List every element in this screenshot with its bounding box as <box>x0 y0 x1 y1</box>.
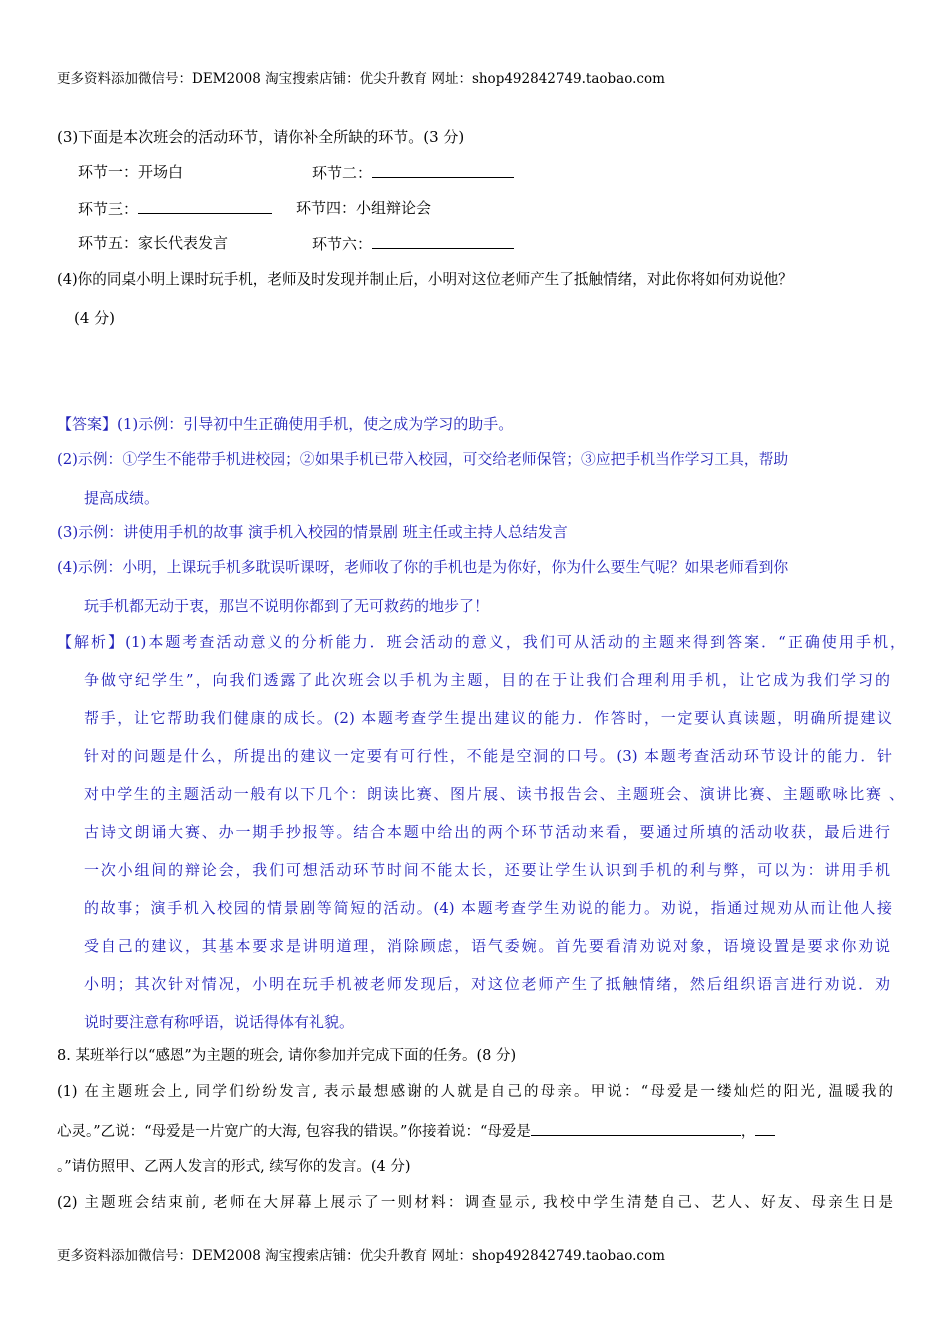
q8-answer-blank-2 <box>755 1120 775 1136</box>
q3-prompt: (3)下面是本次班会的活动环节，请你补全所缺的环节。(3 分) <box>57 128 465 146</box>
analysis-line-1 <box>57 632 905 652</box>
q8-answer-blank-1 <box>531 1120 741 1136</box>
q3-step1: 环节一：开场白 <box>78 163 184 181</box>
answer-1: (1)示例：引导初中生正确使用手机，使之成为学习的助手。 <box>117 415 514 433</box>
analysis-line-7: 一次小组间的辩论会，我们可想活动环节时间不能太长，还要让学生认识到手机的利与弊，可以为：讲用手机 <box>84 861 890 879</box>
analysis-line-9: 受自己的建议，其基本要求是讲明道理，消除顾虑，语气委婉。首先要看清劝说对象，语境设置是要求你劝说 <box>84 937 890 955</box>
q3-step6-label: 环节六： <box>312 235 373 253</box>
q3-step3 <box>78 198 272 219</box>
q8-part1-line-3: 。”请仿照甲、乙两人发言的形式, 续写你的发言。(4 分) <box>57 1159 411 1175</box>
analysis-line-10: 小明；其次针对情况，小明在玩手机被老师发现后，对这位老师产生了抵触情绪，然后组织语言进行劝说．劝 <box>84 975 890 993</box>
answer-2-line-1: (2)示例：①学生不能带手机进校园；②如果手机已带入校园，可交给老师保管；③应把手机当作学习工具，帮助 <box>57 451 789 468</box>
q3-step3-blank <box>138 198 272 214</box>
q8-part1-line-2-text: 心灵。”乙说：“母爱是一片宽广的大海, 包容我的错误。”你接着说：“母爱是 <box>57 1124 531 1140</box>
q8-part2-line-1: (2) 主题班会结束前, 老师在大屏幕上展示了一则材料：调查显示, 我校中学生清楚自己、艺人、好友、母亲生日是 <box>57 1195 893 1211</box>
q3-step4: 环节四：小组辩论会 <box>296 199 432 217</box>
page-header: 更多资料添加微信号：DEM2008 淘宝搜索店铺：优尖升教育 网址：shop492842749.taobao.com <box>57 71 665 87</box>
q3-step3-label: 环节三： <box>78 200 139 218</box>
analysis-tag: 【解析】 <box>57 633 126 651</box>
q3-step2-label: 环节二： <box>312 164 373 182</box>
answer-line-1 <box>57 414 513 434</box>
q8-part1-line-2 <box>57 1120 775 1142</box>
answer-2-line-2: 提高成绩。 <box>84 489 160 507</box>
answer-3: (3)示例：讲使用手机的故事 演手机入校园的情景剧 班主任或主持人总结发言 <box>57 523 568 541</box>
analysis-line-3: 帮手，让它帮助我们健康的成长。(2) 本题考查学生提出建议的能力．作答时，一定要认真读题，明确所提建议 <box>84 709 892 727</box>
analysis-line-2: 争做守纪学生”，向我们透露了此次班会以手机为主题，目的在于让我们合理利用手机，让它成为我们学习的 <box>84 671 890 689</box>
q8-comma: ， <box>740 1124 756 1140</box>
analysis-text-1: (1)本题考查活动意义的分析能力．班会活动的意义，我们可从活动的主题来得到答案．“正确使用手机， <box>125 633 905 651</box>
analysis-line-6: 古诗文朗诵大赛、办一期手抄报等。结合本题中给出的两个环节活动来看，要通过所填的活动收获，最后进行 <box>84 823 890 841</box>
answer-tag: 【答案】 <box>57 415 118 433</box>
analysis-line-8: 的故事；演手机入校园的情景剧等简短的活动。(4) 本题考查学生劝说的能力。劝说，指通过规劝从而让他人接 <box>84 899 892 917</box>
analysis-line-11: 说时要注意有称呼语，说话得体有礼貌。 <box>84 1013 355 1031</box>
q3-step6-blank <box>372 233 514 249</box>
analysis-line-4: 针对的问题是什么，所提出的建议一定要有可行性，不能是空洞的口号。(3) 本题考查活动环节设计的能力．针 <box>84 747 892 765</box>
q3-step6 <box>312 233 514 254</box>
q8-part1-line-1: (1) 在主题班会上, 同学们纷纷发言, 表示最想感谢的人就是自己的母亲。甲说：“母爱是一缕灿烂的阳光, 温暖我的 <box>57 1084 893 1100</box>
analysis-line-5: 对中学生的主题活动一般有以下几个：朗读比赛、图片展、读书报告会、主题班会、演讲比赛、主题歌咏比赛 、 <box>84 785 904 803</box>
q3-step2 <box>312 162 514 183</box>
q3-step2-blank <box>372 162 514 178</box>
q4-prompt: (4)你的同桌小明上课时玩手机，老师及时发现并制止后，小明对这位老师产生了抵触情绪，对此你将如何劝说他？ <box>57 271 793 288</box>
q4-score: (4 分) <box>74 309 116 327</box>
answer-4-line-1: (4)示例：小明，上课玩手机多耽误听课呀，老师收了你的手机也是为你好，你为什么要生气呢？如果老师看到你 <box>57 559 789 576</box>
answer-4-line-2: 玩手机都无动于衷，那岂不说明你都到了无可救药的地步了！ <box>84 597 490 615</box>
q3-step5: 环节五：家长代表发言 <box>78 234 229 252</box>
q8-title: 8. 某班举行以“感恩”为主题的班会, 请你参加并完成下面的任务。(8 分) <box>57 1048 517 1064</box>
page-footer: 更多资料添加微信号：DEM2008 淘宝搜索店铺：优尖升教育 网址：shop492842749.taobao.com <box>57 1248 665 1264</box>
